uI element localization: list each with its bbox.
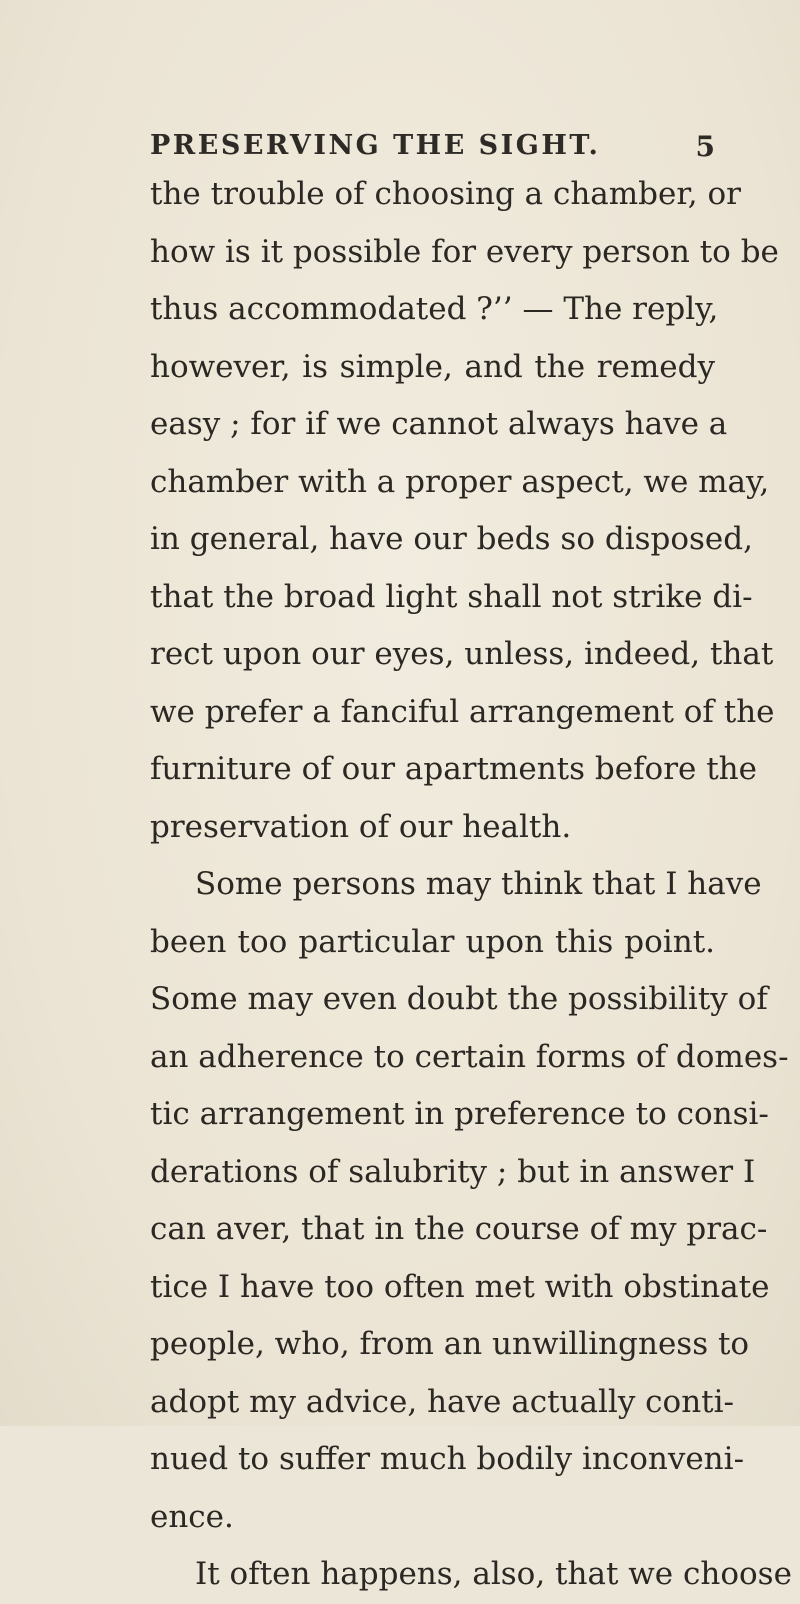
text-line: an adherence to certain forms of domes- [150, 1038, 789, 1075]
text-line: derations of salubrity ; but in answer I [150, 1153, 756, 1190]
body-text [150, 166, 792, 1604]
text-line: that the broad light shall not strike di- [150, 578, 753, 615]
text-line: adopt my advice, have actually conti- [150, 1383, 735, 1420]
text-line: furniture of our apartments before the [150, 751, 757, 787]
text-line: tice I have too often met with obstinate [150, 1268, 770, 1305]
text-line: chamber with a proper aspect, we may, [150, 463, 770, 500]
text-line: been too particular upon this point. [150, 923, 715, 960]
text-line: people, who, from an unwillingness to [150, 1326, 750, 1362]
text-line: tic arrangement in preference to consi- [150, 1096, 769, 1132]
text-line: Some may even doubt the possibility of [150, 981, 768, 1017]
text-line: in general, have our beds so disposed, [150, 521, 753, 557]
page-number: 5 [695, 130, 715, 163]
text-line: ence. [150, 1498, 234, 1535]
text-line: nued to suffer much bodily inconveni- [150, 1441, 745, 1477]
running-head [150, 130, 715, 170]
text-line: easy ; for if we cannot always have a [150, 406, 728, 442]
running-head-title: PRESERVING THE SIGHT. [150, 130, 601, 161]
text-line: the trouble of choosing a chamber, or [150, 176, 741, 212]
text-line: It often happens, also, that we choose [195, 1556, 792, 1592]
text-line: how is it possible for every person to be [150, 233, 779, 270]
text-line: preservation of our health. [150, 808, 572, 845]
text-line: thus accommodated ?’’ — The reply, [150, 291, 719, 327]
text-line: Some persons may think that I have [195, 866, 762, 902]
text-line: can aver, that in the course of my prac- [150, 1211, 768, 1247]
text-line: we prefer a fanciful arrangement of the [150, 693, 775, 730]
text-line: however, is simple, and the remedy [150, 348, 715, 385]
text-line: rect upon our eyes, unless, indeed, that [150, 636, 774, 672]
